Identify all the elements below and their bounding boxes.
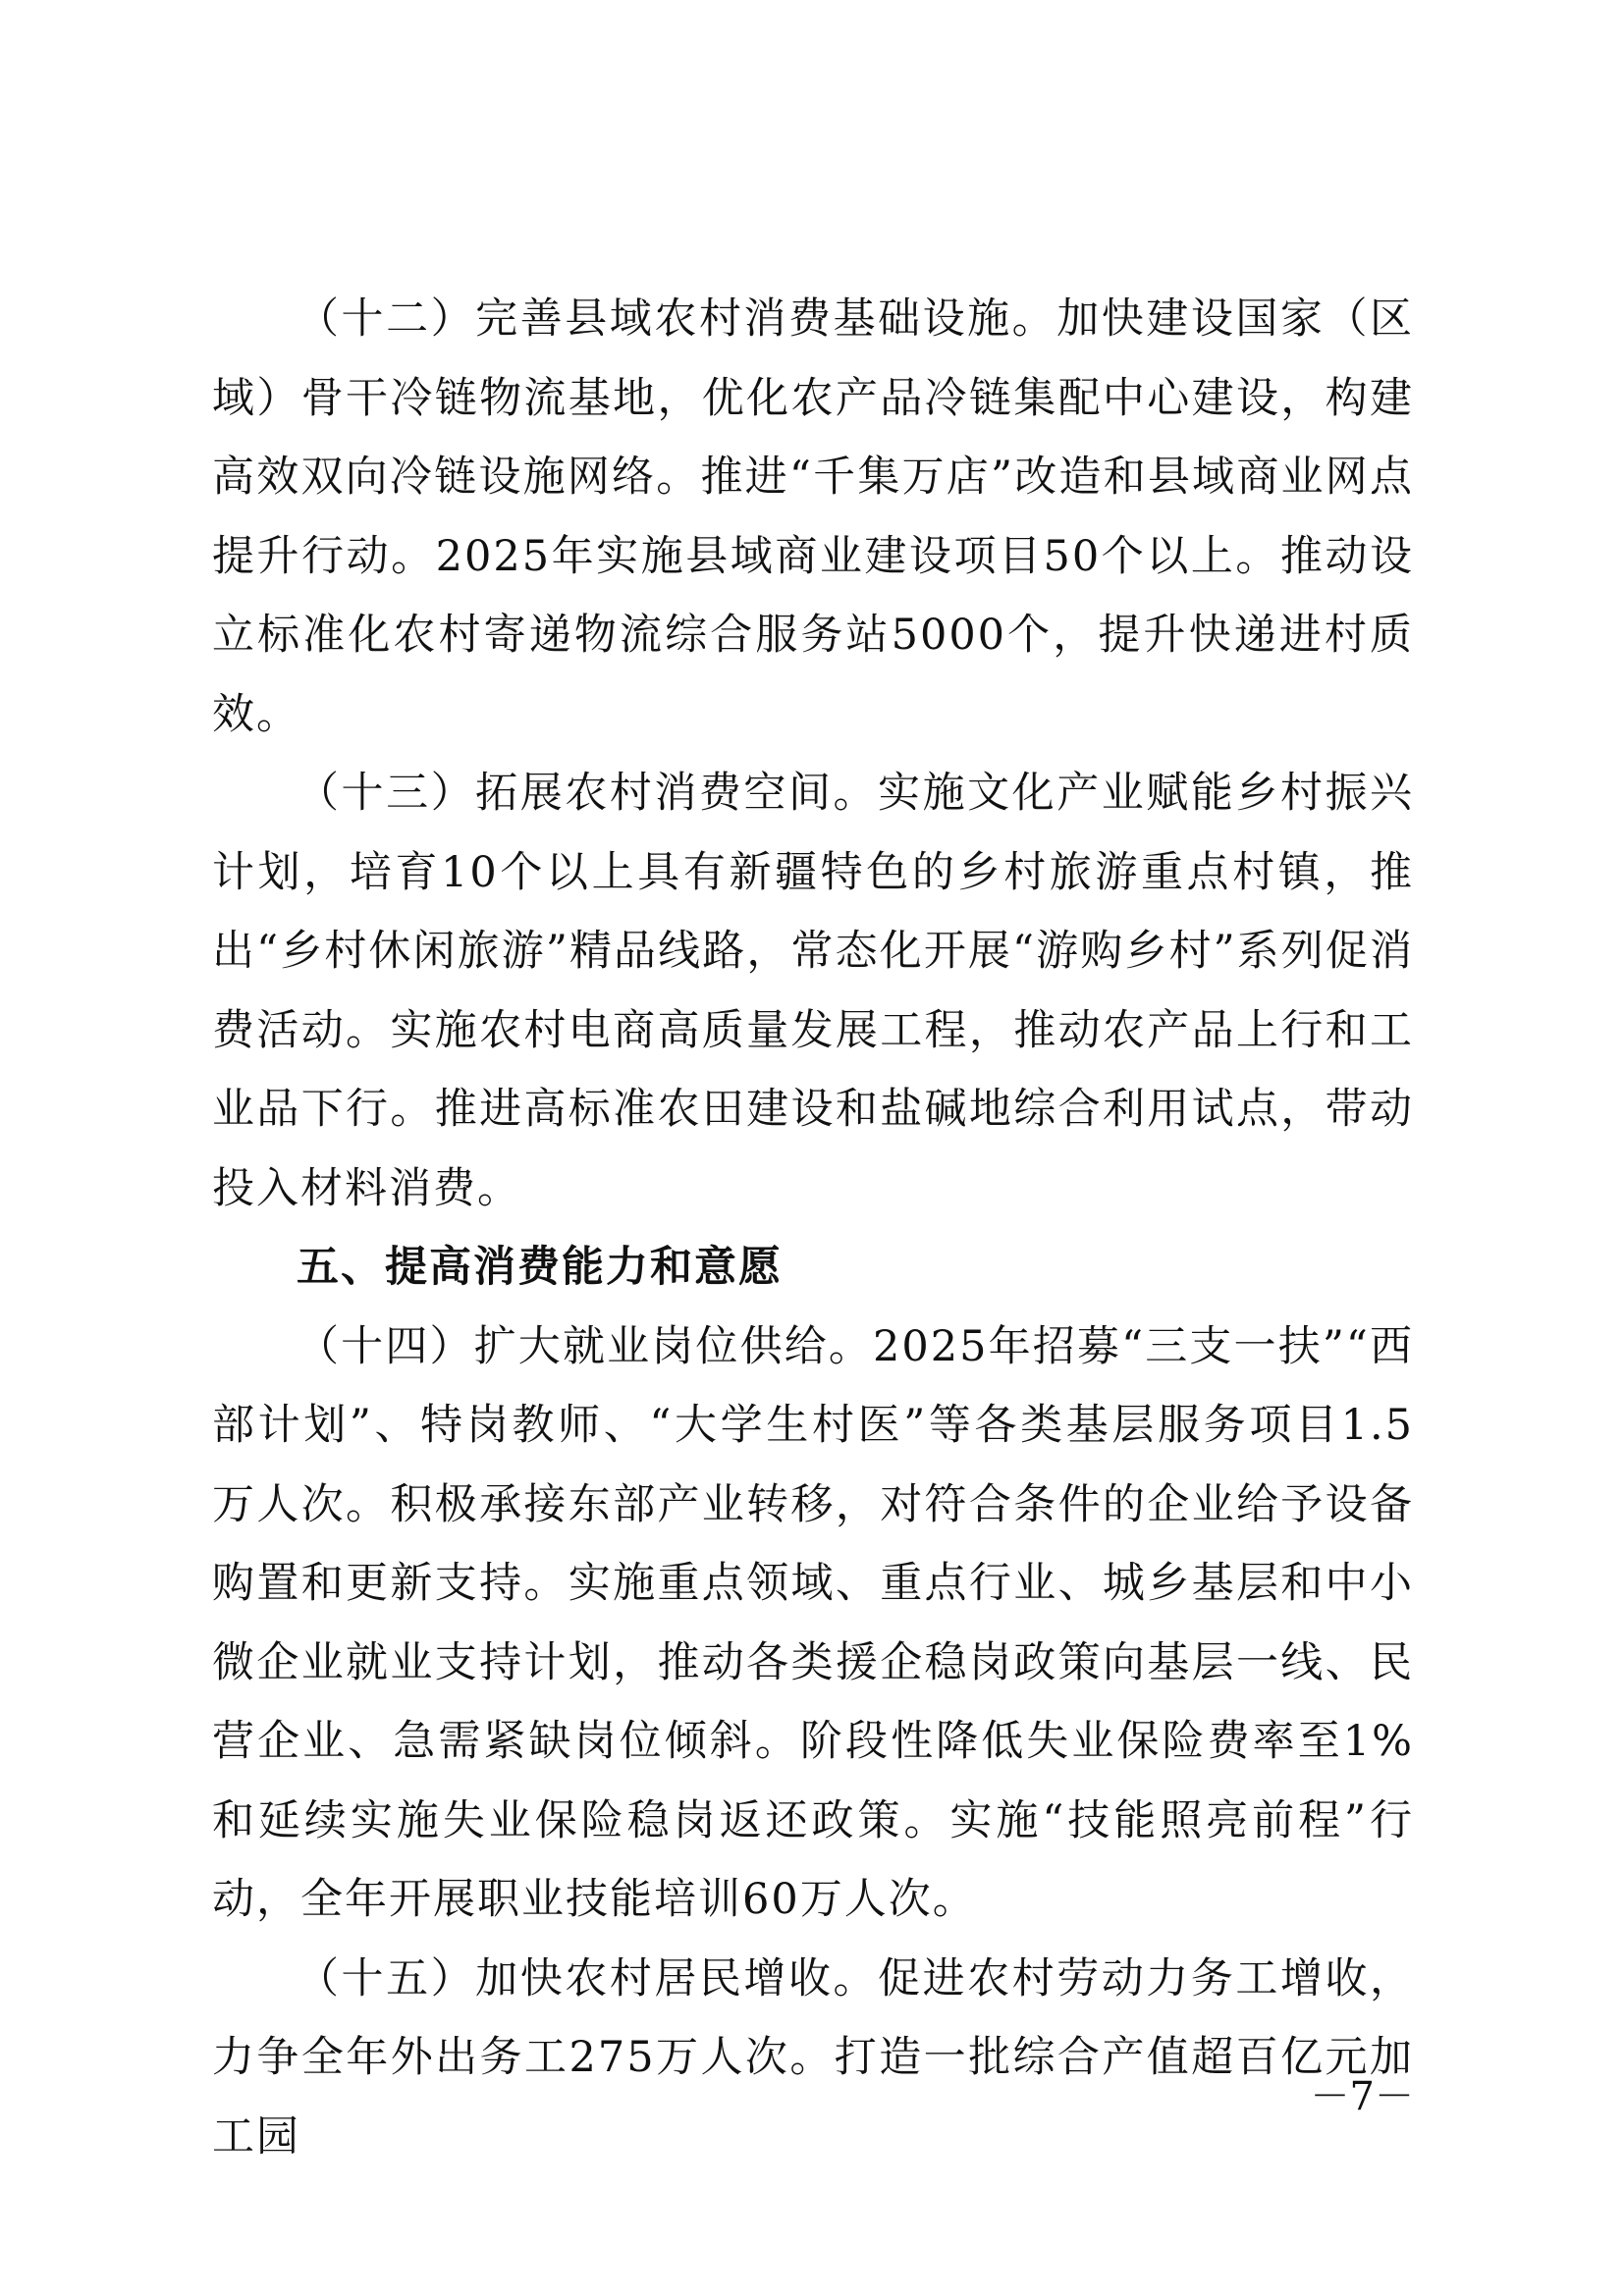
paragraph-15-text: 促进农村劳动力务工增收，力争全年外出务工275万人次。打造一批综合产值超百亿元加工园 <box>212 1953 1415 2162</box>
paragraph-12-lead: （十二）完善县域农村消费基础设施。 <box>297 294 1057 344</box>
paragraph-13-text: 实施文化产业赋能乡村振兴计划，培育10个以上具有新疆特色的乡村旅游重点村镇，推出“乡村休闲旅游”精品线路，常态化开展“游购乡村”系列促消费活动。实施农村电商高质量发展工程，推动农产品上行和工业品下行。推进高标准农田建设和盐碱地综合利用试点，带动投入材料消费。 <box>212 769 1415 1213</box>
document-body <box>212 280 1414 2176</box>
paragraph-14 <box>212 1308 1414 1940</box>
paragraph-12-text: 加快建设国家（区域）骨干冷链物流基地，优化农产品冷链集配中心建设，构建高效双向冷链设施网络。推进“千集万店”改造和县域商业网点提升行动。2025年实施县域商业建设项目50个以上。推动设立标准化农村寄递物流综合服务站5000个，提升快递进村质效。 <box>212 294 1415 739</box>
paragraph-14-lead: （十四）扩大就业岗位供给。 <box>297 1321 874 1371</box>
section-heading: 五、提高消费能力和意愿 <box>297 1243 783 1292</box>
page-number: －7－ <box>1310 2074 1414 2119</box>
paragraph-15-lead: （十五）加快农村居民增收。 <box>297 1953 879 2003</box>
paragraph-12 <box>212 280 1414 754</box>
paragraph-13-lead: （十三）拓展农村消费空间。 <box>297 769 879 818</box>
paragraph-13 <box>212 754 1414 1228</box>
paragraph-14-text: 2025年招募“三支一扶”“西部计划”、特岗教师、“大学生村医”等各类基层服务项目1.5万人次。积极承接东部产业转移，对符合条件的企业给予设备购置和更新支持。实施重点领域、重点行业、城乡基层和中小微企业就业支持计划，推动各类援企稳岗政策向基层一线、民营企业、急需紧缺岗位倾斜。阶段性降低失业保险费率至1%和延续实施失业保险稳岗返还政策。实施“技能照亮前程”行动，全年开展职业技能培训60万人次。 <box>212 1321 1414 1924</box>
paragraph-15 <box>212 1940 1414 2177</box>
